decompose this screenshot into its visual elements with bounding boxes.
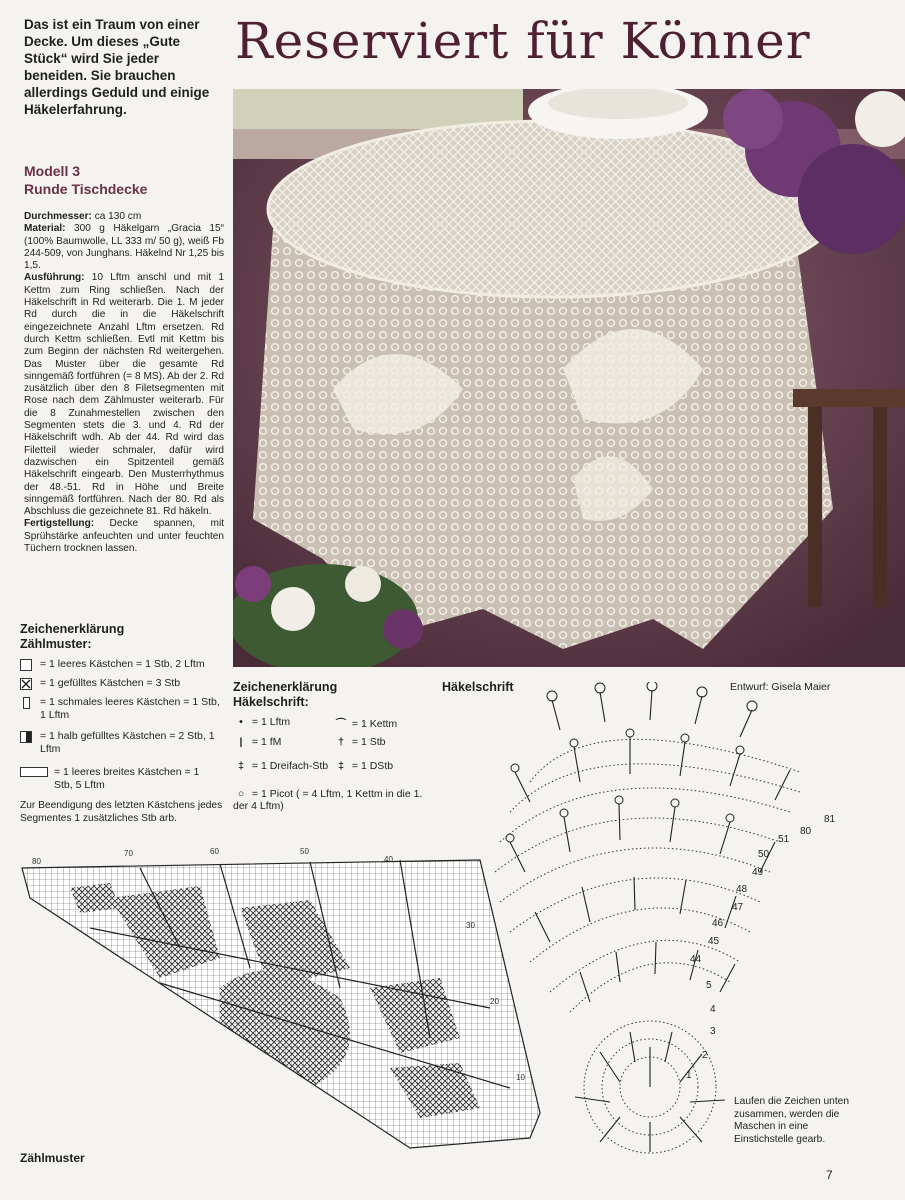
half-filled-box-icon — [20, 731, 32, 743]
row-label: 50 — [300, 847, 309, 856]
page-number: 7 — [826, 1168, 833, 1182]
tablecloth-photo — [233, 89, 905, 667]
row-label: 5 — [706, 980, 712, 991]
symbol-lftm — [233, 716, 290, 728]
symbol-fm — [233, 736, 281, 748]
instr-durchmesser — [24, 211, 224, 223]
row-label: 4 — [710, 1004, 716, 1015]
instr-material — [24, 223, 224, 272]
zaehlmuster-note: Zur Beendigung des letzten Kästchens jedes Segmentes 1 zusätzliches Stb arb. — [20, 800, 223, 824]
row-label: 81 — [824, 814, 836, 825]
symbol-dreifach-stb — [233, 760, 328, 772]
symbol-label: = 1 Kettm — [351, 718, 398, 730]
legend-item-label: = 1 leeres breites Kästchen = 1 Stb, 5 Lftm — [54, 766, 200, 791]
row-label: 3 — [710, 1026, 716, 1037]
legend-item-label: = 1 leeres Kästchen = 1 Stb, 2 Lftm — [40, 658, 205, 670]
row-label: 46 — [712, 918, 724, 929]
cross-box-icon — [20, 678, 32, 690]
symbol-label: = 1 Picot ( = 4 Lftm, 1 Kettm in die 1. der 4 Lftm) — [233, 788, 423, 812]
instr-ausfuehrung-label: Ausführung: — [24, 272, 85, 284]
legend-haekelschrift-heading: Zeichenerklärung Häkelschrift: — [233, 680, 338, 709]
instr-material-label: Material: — [24, 223, 66, 235]
wide-box-icon — [20, 767, 48, 777]
row-label: 10 — [516, 1073, 525, 1082]
page-title: Reserviert für Könner — [235, 12, 811, 70]
instr-fertig — [24, 518, 224, 555]
empty-box-icon — [20, 659, 32, 671]
row-label: 30 — [466, 921, 475, 930]
legend-item-label: = 1 gefülltes Kästchen = 3 Stb — [40, 677, 181, 689]
row-label: 60 — [210, 847, 219, 856]
row-label: 40 — [384, 855, 393, 864]
narrow-box-icon — [23, 697, 30, 709]
intro-text: Das ist ein Traum von einer Decke. Um dieses „Gute Stück“ wird Sie jeder beneiden. Sie brauchen allerdings Geduld und einige Häkelerfahrung. — [24, 17, 210, 117]
double-crochet-icon: † — [338, 736, 344, 748]
legend-item-label: = 1 halb gefülltes Kästchen = 2 Stb, 1 Lftm — [40, 730, 215, 755]
symbol-label: = 1 Dreifach-Stb — [251, 760, 329, 772]
model-name: Runde Tischdecke — [24, 181, 148, 197]
chain-stitch-icon: • — [239, 716, 243, 728]
legend-zaehlmuster — [20, 622, 230, 791]
haekelschrift-heading: Häkelschrift — [442, 680, 514, 694]
symbol-label: = 1 Stb — [351, 736, 386, 748]
symbol-kettm — [333, 716, 397, 731]
picot-icon: ○ — [237, 788, 245, 800]
symbol-dstb — [333, 760, 393, 772]
symbol-picot — [233, 788, 433, 812]
row-label: 45 — [708, 936, 720, 947]
slip-stitch-icon: ⌒ — [335, 718, 347, 730]
model-number: Modell 3 — [24, 163, 81, 179]
treble-crochet-icon: ‡ — [338, 760, 344, 772]
row-label: 44 — [690, 954, 702, 965]
triple-treble-icon: ‡ — [238, 760, 244, 772]
row-label: 80 — [800, 826, 812, 837]
instr-durchmesser-text: ca 130 cm — [91, 211, 142, 222]
row-label: 20 — [490, 997, 499, 1006]
instructions — [24, 211, 224, 555]
symbol-label: = 1 Lftm — [251, 716, 291, 728]
legend-item-label: = 1 schmales leeres Kästchen = 1 Stb, 1 Lftm — [40, 696, 220, 721]
row-label: 1 — [686, 1070, 692, 1081]
designer-credit: Entwurf: Gisela Maier — [730, 681, 831, 693]
diagram-note: Laufen die Zeichen unten zusammen, werden die Maschen in eine Einstichstelle gearb. — [734, 1096, 849, 1145]
symbol-stb — [333, 736, 386, 748]
row-label: 48 — [736, 884, 748, 895]
instr-fertig-text: Decke spannen, mit Sprühstärke anfeuchten und unter feuchten Tüchern trocknen lassen. — [24, 518, 224, 555]
row-label: 49 — [752, 867, 764, 878]
row-label: 50 — [758, 849, 770, 860]
instr-ausfuehrung — [24, 272, 224, 518]
row-label: 70 — [124, 849, 133, 858]
instr-fertig-label: Fertigstellung: — [24, 518, 95, 530]
single-crochet-icon: | — [239, 736, 243, 748]
instr-material-text: 300 g Häkelgarn „Gracia 15“ (100% Baumwolle, LL 333 m/ 50 g), weiß Fb 244-509, von Junghans. Häkelnd Nr 1,25 bis 1,5. — [24, 223, 224, 272]
zaehlmuster-caption: Zählmuster — [20, 1151, 85, 1165]
legend-zaehlmuster-heading: Zeichenerklärung Zählmuster: — [20, 622, 125, 651]
filet-chart — [10, 838, 550, 1168]
instr-ausfuehrung-text: 10 Lftm anschl und mit 1 Kettm zum Ring schließen. Nach der Häkelschrift in Rd weiterarb. Die 1. M jeder Rd durch die in die Häkelschrift eingezeichnete Anzahl Lftm ersetzen. Rd durch Kettm schließen. Evtl mit Kettm bis zum Beginn der nächsten Rd weitergehen. Das Muster über die gesamte Rd sinngemäß fortführen (= 8 MS). Ab der 2. Rd zusätzlich über den 8 Filetsegmenten mit Rose nach dem Zählmuster weiterarb. Für die 8 Zunahmestellen zwischen den Segmenten stets die 3. und 4. Rd der Häkelschrift wdh. Ab der 44. Rd wird das Filetteil wieder schmaler, dafür wird dazwischen ein Spitzenteil gemäß Häkelschrift eingearb. Den Musterrhythmus der 48.-51. Rd in Höhe und Breite sinngemäß fortführen. Nach der 80. Rd als Abschluss die gezeichnete 81. Rd häkeln. — [24, 272, 224, 518]
row-label: 47 — [732, 902, 744, 913]
instr-durchmesser-label: Durchmesser: — [24, 211, 92, 222]
symbol-label: = 1 fM — [251, 736, 282, 748]
diagram-picots — [506, 682, 757, 842]
row-label: 51 — [778, 834, 790, 845]
row-label: 2 — [702, 1050, 708, 1061]
diagram-stitches — [510, 690, 790, 1152]
legend-haekelschrift — [233, 680, 433, 812]
chart-grid — [10, 838, 550, 1168]
symbol-label: = 1 DStb — [351, 760, 394, 772]
row-label: 80 — [32, 857, 41, 866]
